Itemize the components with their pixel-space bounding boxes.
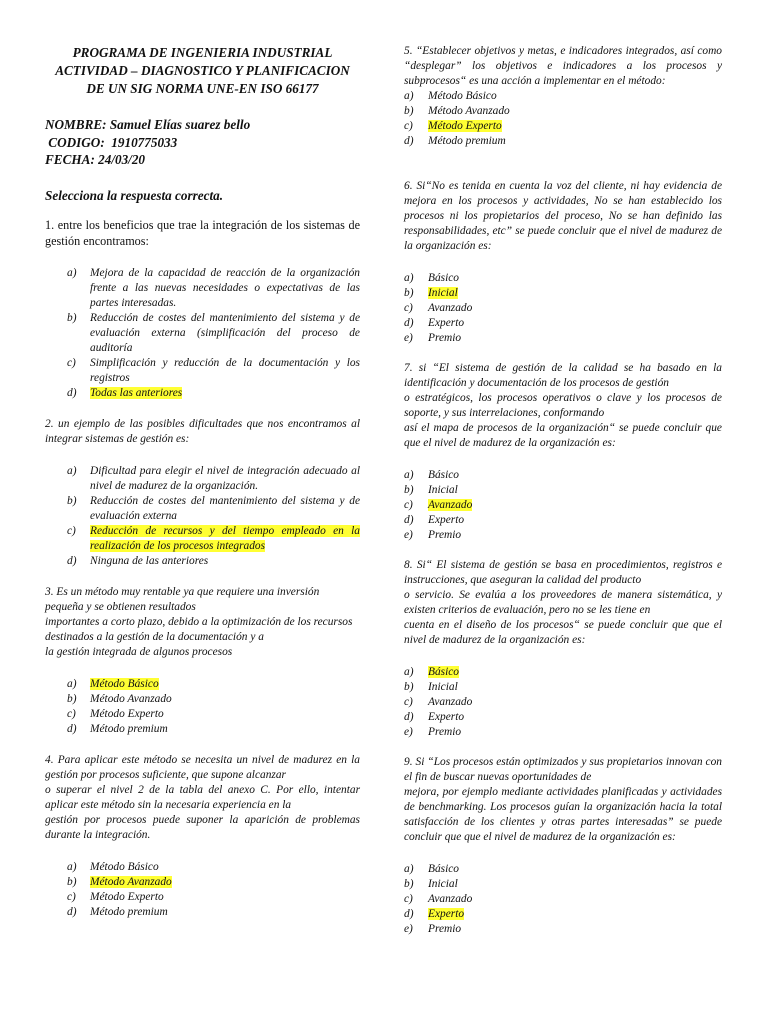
option-b[interactable]: b) Método Avanzado <box>404 105 510 117</box>
option-d[interactable]: d) Método premium <box>67 905 168 918</box>
option-b[interactable]: b) Inicial <box>404 681 458 693</box>
question-text: 1. entre los beneficios que trae la integración de los sistemas de gestión encontramos: <box>45 217 360 248</box>
question-text: 3. Es un método muy rentable ya que requiere una inversión pequeña y se obtienen resultados importantes a corto plazo, debido a la optimización de los recursos destinados a la gestión de la documentación y a la gestión integrada de algunos procesos <box>45 585 353 658</box>
question-9 <box>404 755 722 937</box>
title-line: ACTIVIDAD – DIAGNOSTICO Y PLANIFICACION <box>55 63 350 78</box>
option-text: Método Básico <box>428 90 497 102</box>
question-5 <box>404 44 722 149</box>
option-e[interactable]: e) Premio <box>404 332 462 344</box>
student-name: NOMBRE: Samuel Elías suarez bello <box>45 117 251 132</box>
option-text: Inicial <box>428 878 458 890</box>
option-c[interactable]: c) Reducción de recursos y del tiempo empleado en la realización de los procesos integrados <box>67 524 360 552</box>
option-text: Premio <box>428 923 462 935</box>
option-text: Dificultad para elegir el nivel de integración adecuado al nivel de madurez de la organización. <box>90 464 360 492</box>
question-1 <box>45 217 360 401</box>
option-a[interactable]: a) Básico <box>404 272 460 284</box>
option-text: Inicial <box>428 484 458 496</box>
instruction: Selecciona la respuesta correcta. <box>45 187 224 203</box>
student-info <box>45 116 360 169</box>
option-b[interactable]: b) Inicial <box>404 287 458 299</box>
left-column <box>45 44 360 920</box>
option-text-selected: Experto <box>428 908 465 920</box>
question-text: 4. Para aplicar este método se necesita un nivel de madurez en la gestión por procesos suficiente, que supone alcanzar o superar el nivel 2 de la tabla del anexo C. Por ello, intentar aplicar este método sin la necesaria experiencia en la gestión por procesos puede suponer la aparición de problemas durante la integración. <box>45 753 360 841</box>
option-text-selected: Todas las anteriores <box>90 386 183 399</box>
option-text-selected: Inicial <box>428 287 458 299</box>
option-a[interactable]: a) Básico <box>404 666 460 678</box>
option-a[interactable]: a) Método Básico <box>67 860 159 873</box>
option-text: Método Experto <box>90 890 164 903</box>
options-list <box>45 266 360 401</box>
option-text: Experto <box>428 711 465 723</box>
option-text: Inicial <box>428 681 458 693</box>
options-list <box>404 89 722 149</box>
option-c[interactable]: c) Avanzado <box>404 696 473 708</box>
option-text-selected: Método Avanzado <box>90 875 172 888</box>
option-text: Método premium <box>90 905 168 918</box>
question-text: 9. Si “Los procesos están optimizados y sus propietarios innovan con el fin de buscar nuevas oportunidades de mejora, por ejemplo mediante actividades planificadas y actividades de benchmarking. Los procesos guían la organización hacia la total satisfacción de los clientes y otras partes interesadas” se puede concluir que que el nivel de madurez de la organización es: <box>404 756 722 843</box>
question-3 <box>45 585 360 737</box>
option-c[interactable]: c) Simplificación y reducción de la documentación y los registros <box>67 356 360 384</box>
option-e[interactable]: e) Premio <box>404 923 462 935</box>
option-text: Simplificación y reducción de la documentación y los registros <box>90 356 360 384</box>
option-text: Ninguna de las anteriores <box>90 554 209 567</box>
option-b[interactable]: b) Inicial <box>404 484 458 496</box>
option-text: Experto <box>428 514 465 526</box>
question-7 <box>404 361 722 543</box>
document-title <box>45 44 360 98</box>
option-text: Avanzado <box>428 696 473 708</box>
question-4 <box>45 753 360 920</box>
option-text: Básico <box>428 863 460 875</box>
option-a[interactable]: a) Mejora de la capacidad de reacción de la organización frente a las nuevas necesidades o expectativas de las partes interesadas. <box>67 266 360 309</box>
option-c[interactable]: c) Método Experto <box>404 120 502 132</box>
option-text: Avanzado <box>428 893 473 905</box>
question-text: 6. Si“No es tenida en cuenta la voz del cliente, ni hay evidencia de mejora en los procesos y actividades, No se han establecido los procesos ni los propietarios del proceso, No se han definido las responsabilidades, etc” se puede concluir que el nivel de madurez de la organización es: <box>404 180 722 252</box>
option-text: Método Experto <box>90 707 164 720</box>
question-2 <box>45 417 360 569</box>
option-text: Método Básico <box>90 860 159 873</box>
option-text: Básico <box>428 469 460 481</box>
option-text: Avanzado <box>428 302 473 314</box>
option-b[interactable]: b) Inicial <box>404 878 458 890</box>
option-d[interactable]: d) Método premium <box>404 135 506 147</box>
option-b[interactable]: b) Reducción de costes del mantenimiento del sistema y de evaluación externa (simplificación del proceso de auditoría <box>67 311 360 354</box>
option-a[interactable]: a) Básico <box>404 469 460 481</box>
option-text: Premio <box>428 529 462 541</box>
option-text: Experto <box>428 317 465 329</box>
option-a[interactable]: a) Básico <box>404 863 460 875</box>
option-text: Reducción de costes del mantenimiento del sistema y de evaluación externa (simplificación del proceso de auditoría <box>90 311 360 354</box>
option-c[interactable]: c) Avanzado <box>404 499 473 511</box>
option-e[interactable]: e) Premio <box>404 726 462 738</box>
option-d[interactable]: d) Experto <box>404 514 465 526</box>
option-d[interactable]: d) Experto <box>404 711 465 723</box>
question-text: 8. Si“ El sistema de gestión se basa en procedimientos, registros e instrucciones, que aseguran la calidad del producto o servicio. Se evalúa a los proveedores de manera sistemática, y existen criterios de evaluación, pero no se les tiene en cuenta en el diseño de los procesos“ se puede concluir que que el nivel de madurez de la organización es: <box>404 559 722 646</box>
option-c[interactable]: c) Avanzado <box>404 302 473 314</box>
option-text: Reducción de costes del mantenimiento del sistema y de evaluación externa <box>90 494 360 522</box>
document-date: FECHA: 24/03/20 <box>45 152 146 167</box>
option-a[interactable]: a) Método Básico <box>404 90 497 102</box>
option-b[interactable]: b) Método Avanzado <box>67 875 172 888</box>
question-text: 5. “Establecer objetivos y metas, e indicadores integrados, así como “desplegar” los objetivos e indicadores a los procesos y subprocesos“ es una acción a implementar en el método: <box>404 45 722 87</box>
option-d[interactable]: d) Experto <box>404 317 465 329</box>
option-text-selected: Reducción de recursos y del tiempo empleado en la realización de los procesos integrados <box>90 524 360 552</box>
option-text: Mejora de la capacidad de reacción de la organización frente a las nuevas necesidades o expectativas de las partes interesadas. <box>90 266 360 309</box>
student-code: CODIGO: 1910775033 <box>45 134 178 150</box>
option-b[interactable]: b) Método Avanzado <box>67 692 172 705</box>
option-text: Método premium <box>428 135 506 147</box>
option-a[interactable]: a) Método Básico <box>67 677 159 690</box>
question-8 <box>404 558 722 740</box>
options-list <box>404 271 722 346</box>
option-d[interactable]: d) Método premium <box>67 722 168 735</box>
options-list <box>404 665 722 740</box>
options-list <box>404 468 722 543</box>
option-d[interactable]: d) Todas las anteriores <box>67 386 183 399</box>
option-c[interactable]: c) Método Experto <box>67 890 164 903</box>
options-list <box>45 860 360 920</box>
option-e[interactable]: e) Premio <box>404 529 462 541</box>
title-line: DE UN SIG NORMA UNE-EN ISO 66177 <box>86 81 319 96</box>
question-text: 7. si “El sistema de gestión de la calidad se ha basado en la identificación y documentación de los procesos de gestión o estratégicos, los procesos operativos o clave y los procesos de soporte, y sus interrelaciones, conformando así el mapa de procesos de la organización“ se puede concluir que que el nivel de madurez de la organización es: <box>404 362 722 449</box>
question-text: 2. un ejemplo de las posibles dificultades que nos encontramos al integrar sistemas de gestión es: <box>45 417 360 445</box>
question-6 <box>404 179 722 346</box>
option-text-selected: Método Básico <box>90 677 159 690</box>
option-b[interactable]: b) Reducción de costes del mantenimiento del sistema y de evaluación externa <box>67 494 360 522</box>
option-d[interactable]: d) Ninguna de las anteriores <box>67 554 209 567</box>
option-a[interactable]: a) Dificultad para elegir el nivel de integración adecuado al nivel de madurez de la organización. <box>67 464 360 492</box>
option-text: Método premium <box>90 722 168 735</box>
option-text: Método Avanzado <box>90 692 172 705</box>
option-text: Premio <box>428 726 462 738</box>
title-line: PROGRAMA DE INGENIERIA INDUSTRIAL <box>72 45 333 60</box>
option-text-selected: Básico <box>428 666 460 678</box>
option-c[interactable]: c) Avanzado <box>404 893 473 905</box>
options-list <box>45 677 360 737</box>
options-list <box>404 862 722 937</box>
option-text-selected: Método Experto <box>428 120 502 132</box>
options-list <box>45 464 360 569</box>
option-text: Método Avanzado <box>428 105 510 117</box>
option-text-selected: Avanzado <box>428 499 473 511</box>
right-column <box>404 44 722 937</box>
option-d[interactable]: d) Experto <box>404 908 465 920</box>
option-c[interactable]: c) Método Experto <box>67 707 164 720</box>
option-text: Básico <box>428 272 460 284</box>
option-text: Premio <box>428 332 462 344</box>
